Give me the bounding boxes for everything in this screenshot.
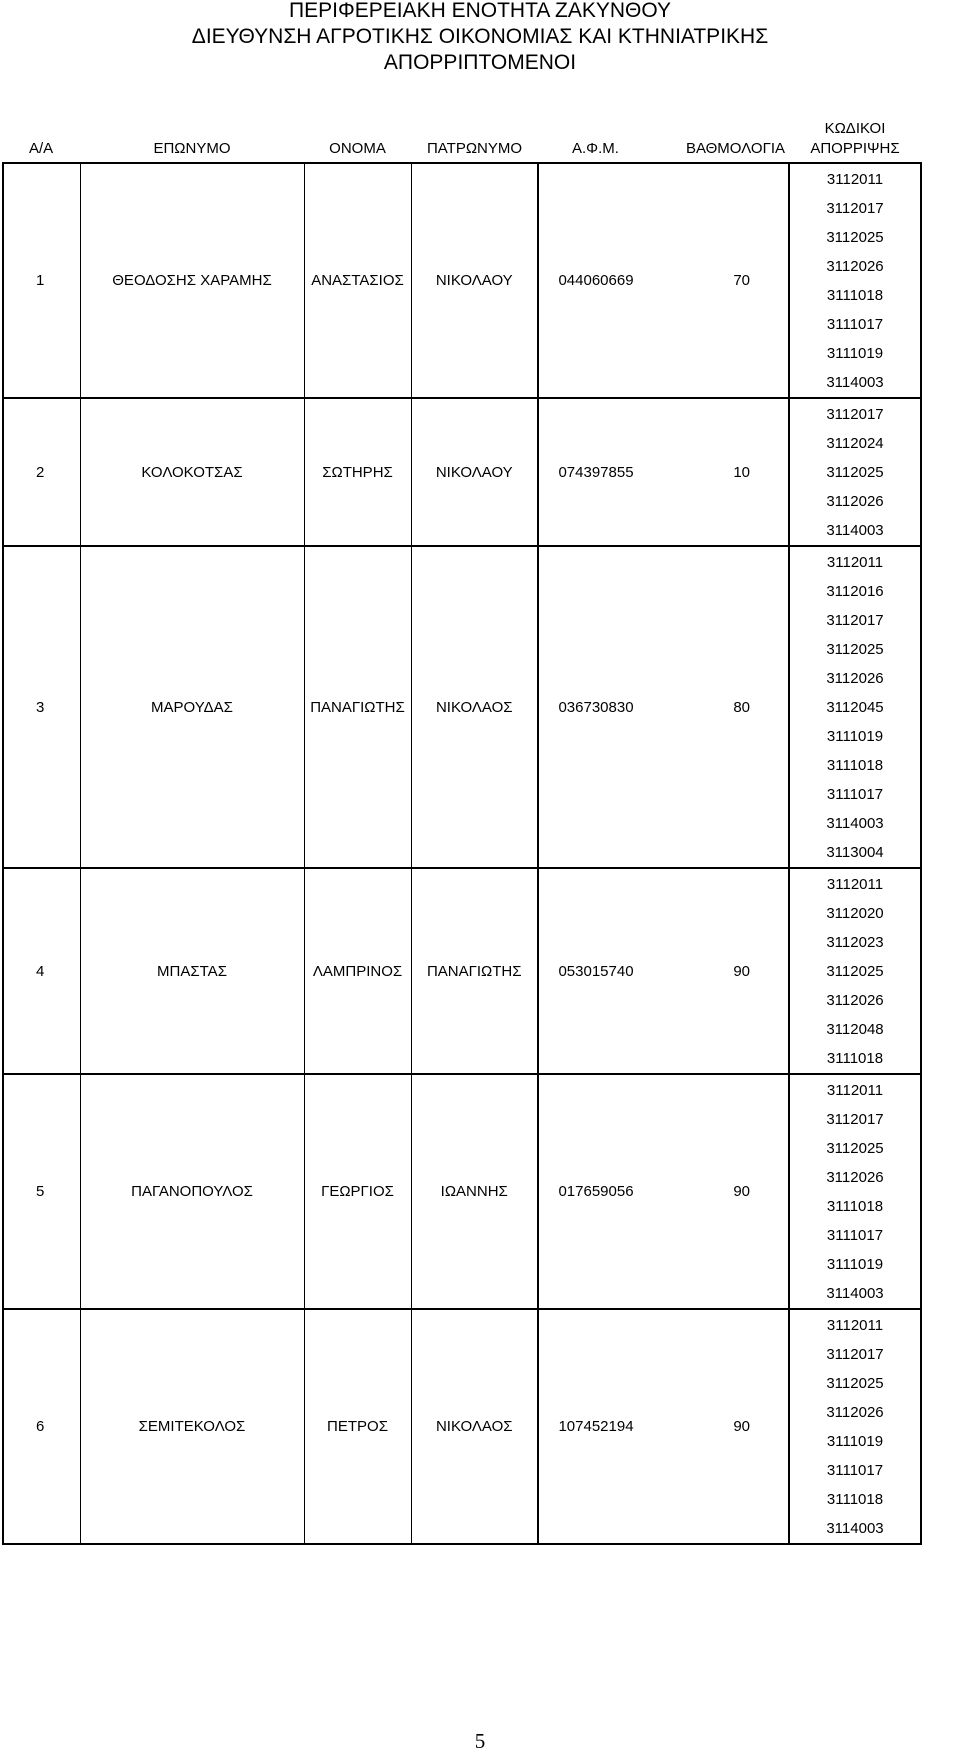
table-row bbox=[3, 1309, 921, 1544]
col-header-aa: Α/Α bbox=[29, 140, 54, 157]
cell-surname: ΚΟΛΟΚΟΤΣΑΣ bbox=[80, 398, 304, 546]
col-header-rejection-codes bbox=[789, 113, 921, 163]
col-header-surname: ΕΠΩΝΥΜΟ bbox=[153, 140, 231, 157]
rejection-code: 3111017 bbox=[826, 1227, 884, 1244]
rejection-code: 3112020 bbox=[826, 905, 884, 922]
table-header-row bbox=[3, 113, 921, 163]
cell-surname: ΜΠΑΣΤΑΣ bbox=[80, 868, 304, 1074]
header-line-title: ΑΠΟΡΡΙΠΤΟΜΕΝΟΙ bbox=[383, 51, 577, 74]
cell-grade: 80 bbox=[733, 698, 750, 716]
rejection-code: 3112025 bbox=[826, 229, 884, 246]
rejection-code: 3112026 bbox=[826, 1169, 884, 1186]
header-line-region: ΠΕΡΙΦΕΡΕΙΑΚΗ ΕΝΟΤΗΤΑ ΖΑΚΥΝΘΟΥ bbox=[288, 0, 672, 22]
rejection-code: 3112017 bbox=[826, 200, 884, 217]
rejection-code: 3112025 bbox=[826, 641, 884, 658]
rejection-code: 3111017 bbox=[826, 316, 884, 333]
rejected-applicants-sheet bbox=[2, 113, 922, 1545]
rejection-code: 3114003 bbox=[826, 522, 884, 539]
cell-surname: ΣΕΜΙΤΕΚΟΛΟΣ bbox=[80, 1309, 304, 1544]
cell-grade: 70 bbox=[733, 272, 750, 289]
rejection-code: 3111019 bbox=[826, 728, 884, 745]
cell-aa: 4 bbox=[3, 868, 80, 1074]
cell-afm: 017659056 bbox=[538, 1074, 653, 1309]
rejection-code: 3112016 bbox=[826, 583, 884, 600]
cell-name: ΓΕΩΡΓΙΟΣ bbox=[304, 1074, 411, 1309]
col-header-afm: Α.Φ.Μ. bbox=[572, 140, 619, 157]
rejection-code: 3112025 bbox=[826, 1375, 884, 1392]
rejection-code: 3111019 bbox=[826, 1256, 884, 1273]
cell-grade: 90 bbox=[733, 1418, 750, 1435]
rejection-code: 3114003 bbox=[826, 815, 884, 832]
cell-rejection-codes bbox=[789, 868, 921, 1074]
rejection-code: 3111018 bbox=[826, 1198, 884, 1215]
col-header-name: ΟΝΟΜΑ bbox=[329, 140, 386, 157]
cell-afm: 053015740 bbox=[538, 868, 653, 1074]
rejection-code: 3112017 bbox=[826, 1111, 884, 1128]
cell-patronymic: ΝΙΚΟΛΑΟΣ bbox=[411, 1309, 538, 1544]
cell-rejection-codes bbox=[789, 163, 921, 398]
rejection-code: 3112026 bbox=[826, 493, 884, 510]
rejection-code: 3112011 bbox=[826, 171, 884, 188]
cell-name: ΑΝΑΣΤΑΣΙΟΣ bbox=[304, 163, 411, 398]
cell-name: ΠΕΤΡΟΣ bbox=[304, 1309, 411, 1544]
rejection-code: 3111019 bbox=[826, 1433, 884, 1450]
document-header bbox=[0, 0, 960, 76]
table-row bbox=[3, 1074, 921, 1309]
page-number: 5 bbox=[474, 1729, 486, 1753]
rejection-code: 3111019 bbox=[826, 345, 884, 362]
rejection-code: 3111017 bbox=[826, 1462, 884, 1479]
cell-afm: 074397855 bbox=[538, 398, 653, 546]
cell-aa: 3 bbox=[3, 546, 80, 868]
cell-name: ΣΩΤΗΡΗΣ bbox=[304, 398, 411, 546]
rejection-code: 3112048 bbox=[826, 1021, 884, 1038]
rejection-code: 3112026 bbox=[826, 992, 884, 1009]
cell-rejection-codes bbox=[789, 398, 921, 546]
rejection-code: 3112026 bbox=[826, 670, 884, 687]
rejection-code: 3111018 bbox=[826, 1491, 884, 1508]
rejection-code: 3112011 bbox=[826, 1082, 884, 1099]
rejection-code: 3112025 bbox=[826, 963, 884, 980]
cell-afm: 044060669 bbox=[538, 163, 653, 398]
cell-grade: 10 bbox=[733, 463, 750, 481]
rejection-code: 3112045 bbox=[826, 699, 884, 716]
cell-patronymic: ΝΙΚΟΛΑΟΥ bbox=[411, 398, 538, 546]
rejection-code: 3111018 bbox=[826, 757, 884, 774]
rejection-code: 3112017 bbox=[826, 406, 884, 423]
table-body bbox=[3, 163, 921, 1544]
cell-patronymic: ΝΙΚΟΛΑΟΥ bbox=[411, 163, 538, 398]
rejection-code: 3112026 bbox=[826, 258, 884, 275]
col-header-patronymic: ΠΑΤΡΩΝΥΜΟ bbox=[426, 140, 523, 157]
rejection-code: 3114003 bbox=[826, 374, 884, 391]
col-header-codes-line1: ΚΩΔΙΚΟΙ bbox=[824, 120, 886, 137]
cell-patronymic: ΙΩΑΝΝΗΣ bbox=[411, 1074, 538, 1309]
table-row bbox=[3, 868, 921, 1074]
cell-aa: 6 bbox=[3, 1309, 80, 1544]
cell-grade: 90 bbox=[733, 1183, 750, 1200]
rejection-code: 3112017 bbox=[826, 1346, 884, 1363]
table-row bbox=[3, 398, 921, 546]
rejection-code: 3112024 bbox=[826, 435, 884, 452]
cell-aa: 1 bbox=[3, 163, 80, 398]
cell-afm: 107452194 bbox=[538, 1309, 653, 1544]
cell-surname: ΠΑΓΑΝΟΠΟΥΛΟΣ bbox=[80, 1074, 304, 1309]
table-row bbox=[3, 546, 921, 868]
cell-grade: 90 bbox=[733, 962, 750, 980]
rejection-code: 3112011 bbox=[826, 876, 884, 893]
cell-afm: 036730830 bbox=[538, 546, 653, 868]
rejection-code: 3114003 bbox=[826, 1520, 884, 1537]
rejection-code: 3112023 bbox=[826, 934, 884, 951]
rejection-code: 3112017 bbox=[826, 612, 884, 629]
cell-aa: 5 bbox=[3, 1074, 80, 1309]
cell-name: ΛΑΜΠΡΙΝΟΣ bbox=[304, 868, 411, 1074]
cell-rejection-codes bbox=[789, 1309, 921, 1544]
rejection-code: 3112025 bbox=[826, 464, 884, 481]
cell-aa: 2 bbox=[3, 398, 80, 546]
cell-patronymic: ΠΑΝΑΓΙΩΤΗΣ bbox=[411, 868, 538, 1074]
rejected-applicants-table bbox=[2, 113, 922, 1545]
rejection-code: 3112025 bbox=[826, 1140, 884, 1157]
rejection-code: 3111018 bbox=[826, 1050, 884, 1067]
col-header-grade: ΒΑΘΜΟΛΟΓΙΑ bbox=[685, 140, 785, 157]
rejection-code: 3114003 bbox=[826, 1285, 884, 1302]
rejection-code: 3111018 bbox=[826, 287, 884, 304]
cell-surname: ΜΑΡΟΥΔΑΣ bbox=[80, 546, 304, 868]
rejection-code: 3112026 bbox=[826, 1404, 884, 1421]
rejection-code: 3113004 bbox=[826, 844, 884, 861]
col-header-codes-line2: ΑΠΟΡΡΙΨΗΣ bbox=[810, 140, 900, 157]
rejection-code: 3111017 bbox=[826, 786, 884, 803]
cell-name: ΠΑΝΑΓΙΩΤΗΣ bbox=[304, 546, 411, 868]
header-line-directorate: ΔΙΕΥΘΥΝΣΗ ΑΓΡΟΤΙΚΗΣ ΟΙΚΟΝΟΜΙΑΣ ΚΑΙ ΚΤΗΝΙΑΤΡΙΚΗΣ bbox=[191, 25, 769, 48]
table-row bbox=[3, 163, 921, 398]
rejection-code: 3112011 bbox=[826, 554, 884, 571]
cell-patronymic: ΝΙΚΟΛΑΟΣ bbox=[411, 546, 538, 868]
cell-rejection-codes bbox=[789, 1074, 921, 1309]
rejection-code: 3112011 bbox=[826, 1317, 884, 1334]
cell-surname: ΘΕΟΔΟΣΗΣ ΧΑΡΑΜΗΣ bbox=[80, 163, 304, 398]
cell-rejection-codes bbox=[789, 546, 921, 868]
